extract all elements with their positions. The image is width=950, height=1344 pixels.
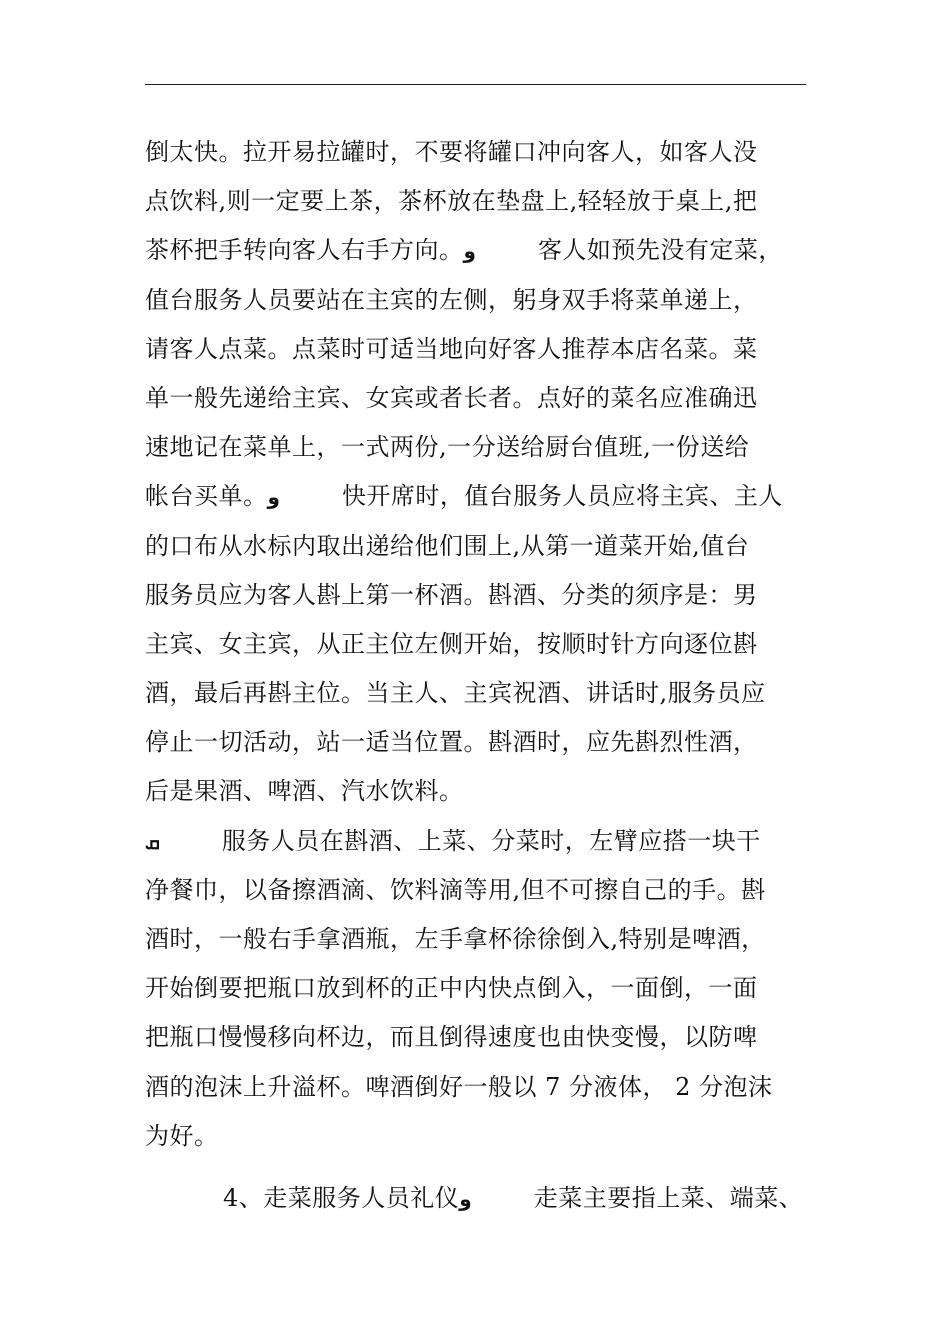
text-line <box>145 226 845 275</box>
text-line: 开始倒要把瓶口放到杯的正中内快点倒入，一面倒，一面 <box>145 974 758 1003</box>
text-line: 停止一切活动，站一适当位置。斟酒时，应先斟烈性酒， <box>145 728 758 757</box>
text-line: 请客人点菜。点菜时可适当地向好客人推荐本店名菜。菜 <box>145 334 758 363</box>
section-heading: 4、走菜服务人员礼仪 <box>223 1184 460 1212</box>
text-segment: 茶杯把手转向客人右手方向。 <box>145 236 464 265</box>
header-rule <box>145 84 806 85</box>
text-line: 酒的泡沫上升溢杯。啤酒倒好一般以 7 分液体， 2 分泡沫 <box>145 1072 773 1101</box>
text-line: 倒太快。拉开易拉罐时，不要将罐口冲向客人，如客人没 <box>145 138 758 166</box>
text-line: 把瓶口慢慢移向杯边，而且倒得速度也由快变慢，以防啤 <box>145 1023 758 1052</box>
text-segment: 服务人员在斟酒、上菜、分菜时，左臂应搭一块干 <box>221 826 761 855</box>
text-line <box>145 817 845 866</box>
body-text <box>145 128 845 1161</box>
text-line: 酒，最后再斟主位。当主人、主宾祝酒、讲话时,服务员应 <box>145 679 766 708</box>
bullet-mark: و <box>463 239 476 264</box>
text-segment: 走菜主要指上菜、端菜、 <box>533 1184 804 1212</box>
text-segment: 帐台买单。 <box>145 482 268 511</box>
bullet-mark: و <box>459 1187 472 1211</box>
text-line: 的口布从水标内取出递给他们围上,从第一道菜开始,值台 <box>145 531 750 560</box>
text-line: 为好。 <box>145 1121 219 1150</box>
text-line: 速地记在菜单上，一式两份,一分送给厨台值班,一份送给 <box>145 433 750 462</box>
text-segment: 客人如预先没有定菜， <box>537 236 783 265</box>
text-line: 酒时，一般右手拿酒瓶，左手拿杯徐徐倒入,特别是啤酒， <box>145 925 766 953</box>
text-line <box>145 472 845 521</box>
bullet-mark: و <box>267 485 280 510</box>
text-line: 单一般先递给主宾、女宾或者长者。点好的菜名应准确迅 <box>145 383 758 412</box>
bullet-mark: ܩ <box>145 829 160 854</box>
section-heading-line <box>145 1174 845 1223</box>
text-segment: 快开席时，值台服务人员应将主宾、主人 <box>341 482 783 511</box>
text-line: 值台服务人员要站在主宾的左侧，躬身双手将菜单递上， <box>145 285 758 314</box>
text-line: 主宾、女主宾，从正主位左侧开始，按顺时针方向逐位斟 <box>145 629 758 658</box>
text-line: 服务员应为客人斟上第一杯酒。斟酒、分类的须序是：男 <box>145 580 758 609</box>
text-line: 净餐巾，以备擦酒滴、饮料滴等用,但不可擦自己的手。斟 <box>145 875 766 904</box>
text-line: 点饮料,则一定要上茶，茶杯放在垫盘上,轻轻放于桌上,把 <box>145 187 758 216</box>
text-line: 后是果酒、啤酒、汽水饮料。 <box>145 777 464 806</box>
